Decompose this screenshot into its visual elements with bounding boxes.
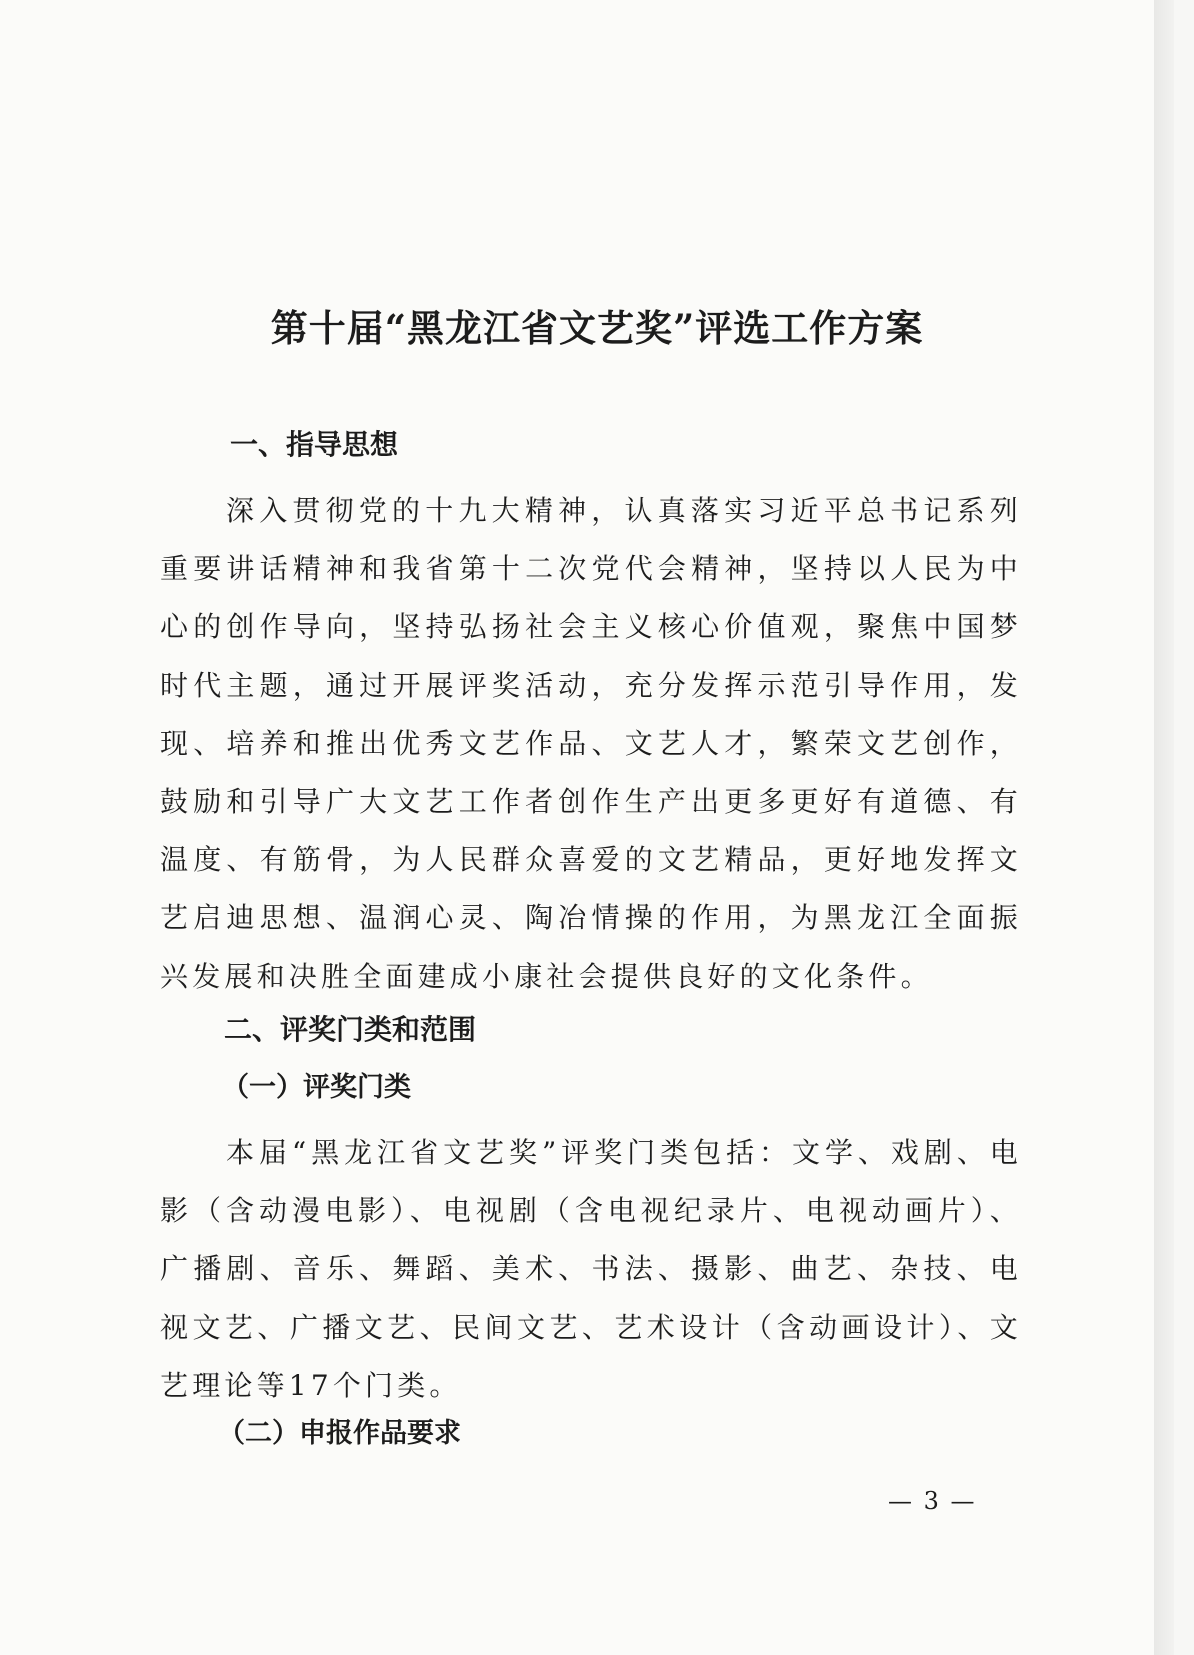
subsection-heading-award-categories: （一）评奖门类 [222,1072,411,1103]
document-title: 第十届“黑龙江省文艺奖”评选工作方案 [270,306,924,350]
page-number: — 3 — [888,1487,977,1515]
page-edge [1154,0,1174,1655]
section-heading-award-categories-scope: 二、评奖门类和范围 [224,1013,477,1046]
section-paragraph-guiding-ideology: 深入贯彻党的十九大精神，认真落实习近平总书记系列重要讲话精神和我省第十二次党代会精神，坚持以人民为中心的创作导向，坚持弘扬社会主义核心价值观，聚焦中国梦时代主题，通过开展评奖活动，充分发挥示范引导作用，发现、培养和推出优秀文艺作品、文艺人才，繁荣文艺创作，鼓励和引导广大文艺工作者创作生产出更多更好有道德、有温度、有筋骨，为人民群众喜爱的文艺精品，更好地发挥文艺启迪思想、温润心灵、陶冶情操的作用，为黑龙江全面振兴发展和决胜全面建成小康社会提供良好的文化条件。 [160,494,1022,993]
section-heading-guiding-ideology: 一、指导思想 [230,428,399,461]
subsection-heading-submission-requirements: （二）申报作品要求 [218,1418,461,1449]
subsection-paragraph-award-categories: 本届“黑龙江省文艺奖”评奖门类包括：文学、戏剧、电影（含动漫电影）、电视剧（含电视纪录片、电视动画片）、广播剧、音乐、舞蹈、美术、书法、摄影、曲艺、杂技、电视文艺、广播文艺、民间文艺、艺术设计（含动画设计）、文艺理论等17个门类。 [160,1136,1022,1402]
